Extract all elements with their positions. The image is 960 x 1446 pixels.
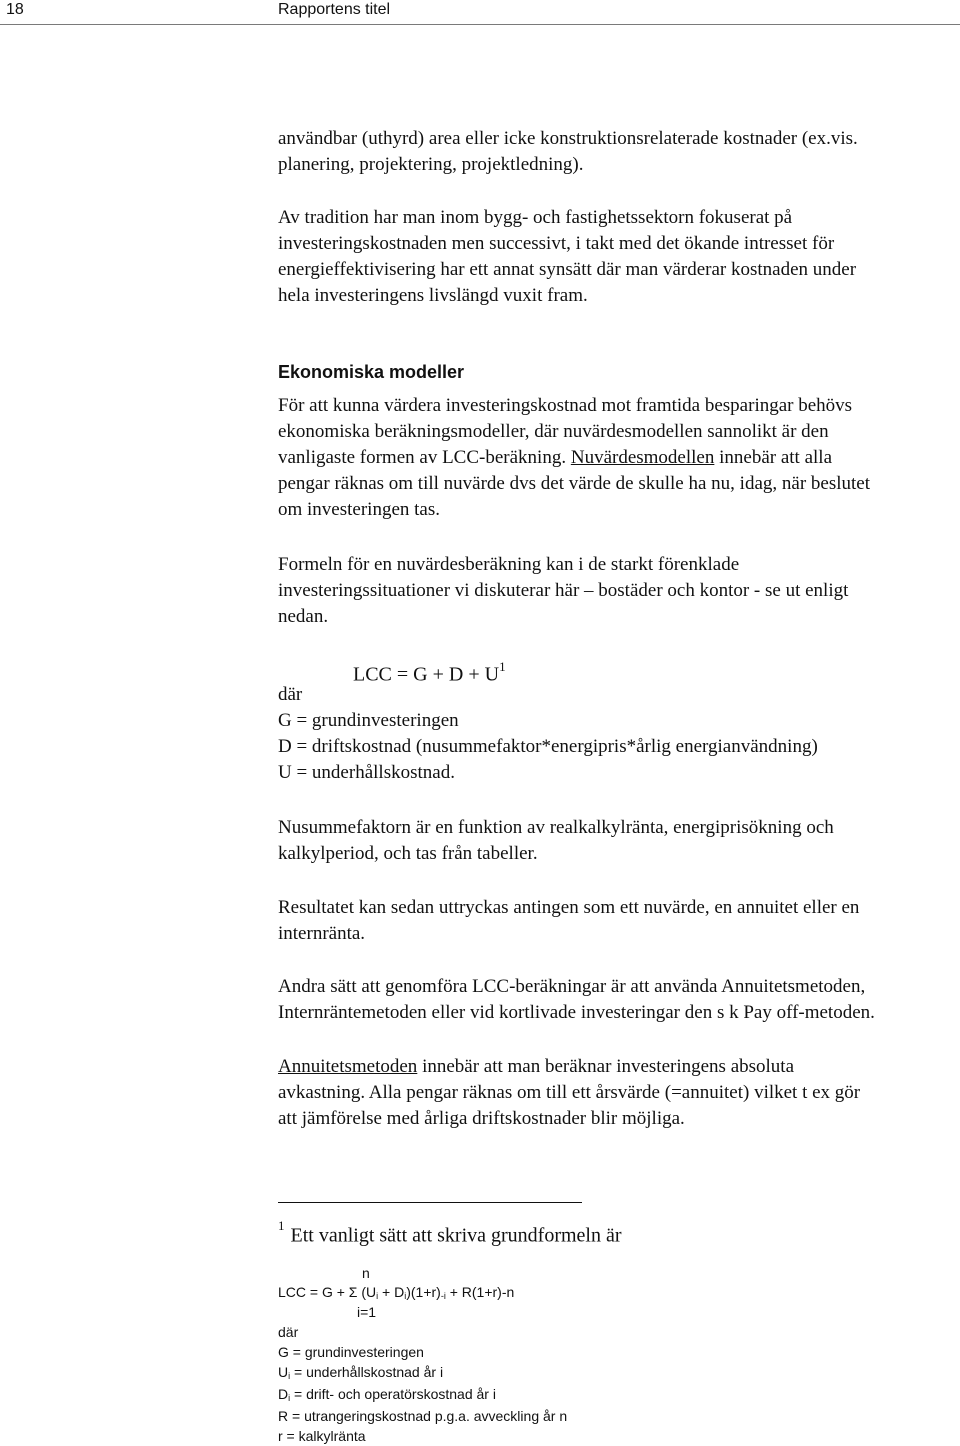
paragraph-2 [278, 205, 958, 309]
text-line: där [278, 684, 303, 705]
text-line: nedan. [278, 606, 329, 627]
symbol: D [278, 1386, 289, 1402]
text-line: Nusummefaktorn är en funktion av realkalkylränta, energiprisökning och [278, 817, 834, 838]
text-line: D = driftskostnad (nusummefaktor*energipris*årlig energianvändning) [278, 736, 818, 757]
symbol-subscript: i [288, 1371, 291, 1381]
text-line: pengar räknas om till nuvärde dvs det värde de skulle ha nu, idag, när beslutet [278, 473, 870, 494]
text-fragment: vanligaste formen av LCC-beräkning. [278, 447, 571, 468]
formula-subscript: -i [440, 1291, 446, 1301]
text-fragment: innebär att man beräknar investeringens absoluta [417, 1056, 795, 1077]
paragraph-5 [278, 815, 958, 867]
symbol-subscript: i [288, 1393, 291, 1403]
formula-part: )(1+r) [406, 1284, 441, 1300]
text-line: Andra sätt att genomföra LCC-beräkningar är att använda Annuitetsmetoden, [278, 976, 866, 997]
footnote-reference: 1 [499, 659, 506, 674]
text-line: kalkylperiod, och tas från tabeller. [278, 843, 538, 864]
section-heading: Ekonomiska modeller [278, 362, 465, 382]
text-line: R = utrangeringskostnad p.g.a. avveckling år n [278, 1408, 568, 1424]
text-line: Resultatet kan sedan uttryckas antingen som ett nuvärde, en annuitet eller en [278, 897, 860, 918]
text-fragment: innebär att alla [714, 447, 832, 468]
text-line: G = grundinvesteringen [278, 1344, 424, 1360]
footnote-divider [278, 1202, 582, 1203]
sum-lower-limit: i=1 [357, 1304, 377, 1320]
text-line: r = kalkylränta [278, 1428, 366, 1444]
text-fragment: = underhållskostnad år i [290, 1364, 444, 1380]
definitions [278, 682, 958, 786]
text-line: där [278, 1324, 299, 1340]
symbol: U [278, 1364, 289, 1380]
text-line: ekonomiska beräkningsmodeller, där nuvärdesmodellen sannolikt är den [278, 421, 829, 442]
page-header [0, 0, 960, 25]
sum-upper-limit: n [362, 1265, 370, 1281]
paragraph-1 [278, 126, 958, 178]
text-line: internränta. [278, 923, 366, 944]
text-line: investeringssituationer vi diskuterar här – bostäder och kontor - se ut enligt [278, 580, 849, 601]
text-line: hela investeringens livslängd vuxit fram. [278, 285, 588, 306]
text-line [278, 445, 958, 471]
extended-lcc-formula [278, 1282, 514, 1304]
text-line: användbar (uthyrd) area eller icke konstruktionsrelaterade kostnader (ex.vis. [278, 128, 858, 149]
text-line [278, 1384, 567, 1406]
footnote-sentence: Ett vanligt sätt att skriva grundformeln är [290, 1224, 622, 1247]
paragraph-8 [278, 1054, 958, 1132]
text-line: U = underhållskostnad. [278, 762, 455, 783]
paragraph-4 [278, 552, 958, 630]
text-line: Formeln för en nuvärdesberäkning kan i de starkt förenklade [278, 554, 740, 575]
text-line: Internräntemetoden eller vid kortlivade investeringar den s k Pay off-metoden. [278, 1002, 875, 1023]
text-line: att jämförelse med årliga driftskostnader blir möjliga. [278, 1108, 685, 1129]
footnote-text [278, 1216, 622, 1250]
text-line: Av tradition har man inom bygg- och fastighetssektorn fokuserat på [278, 207, 793, 228]
text-line: avkastning. Alla pengar räknas om till ett årsvärde (=annuitet) vilket t ex gör [278, 1082, 861, 1103]
formula-part: + D [378, 1284, 405, 1300]
formula-part: + R(1+r)-n [445, 1284, 515, 1300]
text-line: energieffektivisering har ett annat synsätt där man värderar kostnaden under [278, 259, 857, 280]
text-line: För att kunna värdera investeringskostnad mot framtida besparingar behövs [278, 395, 853, 416]
page-number: 18 [6, 1, 24, 18]
text-line [278, 1054, 958, 1080]
formula-part: LCC = G + Σ (U [278, 1284, 377, 1300]
footnote-definitions [278, 1322, 567, 1446]
paragraph-7 [278, 974, 958, 1026]
text-fragment: = drift- och operatörskostnad år i [290, 1386, 496, 1402]
text-line: planering, projektering, projektledning). [278, 154, 584, 175]
text-line [278, 1362, 567, 1384]
formula-subscript: i [376, 1291, 379, 1301]
running-title: Rapportens titel [278, 1, 391, 18]
text-line: investeringskostnaden men successivt, i takt med det ökande intresset för [278, 233, 835, 254]
footnote-number: 1 [278, 1218, 285, 1233]
paragraph-6 [278, 895, 958, 947]
formula-subscript: i [404, 1291, 407, 1301]
underlined-term: Nuvärdesmodellen [570, 447, 715, 468]
formula-text: LCC = G + D + U [353, 663, 500, 686]
text-line: om investeringen tas. [278, 499, 440, 520]
text-line: G = grundinvesteringen [278, 710, 459, 731]
paragraph-3 [278, 393, 958, 523]
underlined-term: Annuitetsmetoden [278, 1056, 418, 1077]
